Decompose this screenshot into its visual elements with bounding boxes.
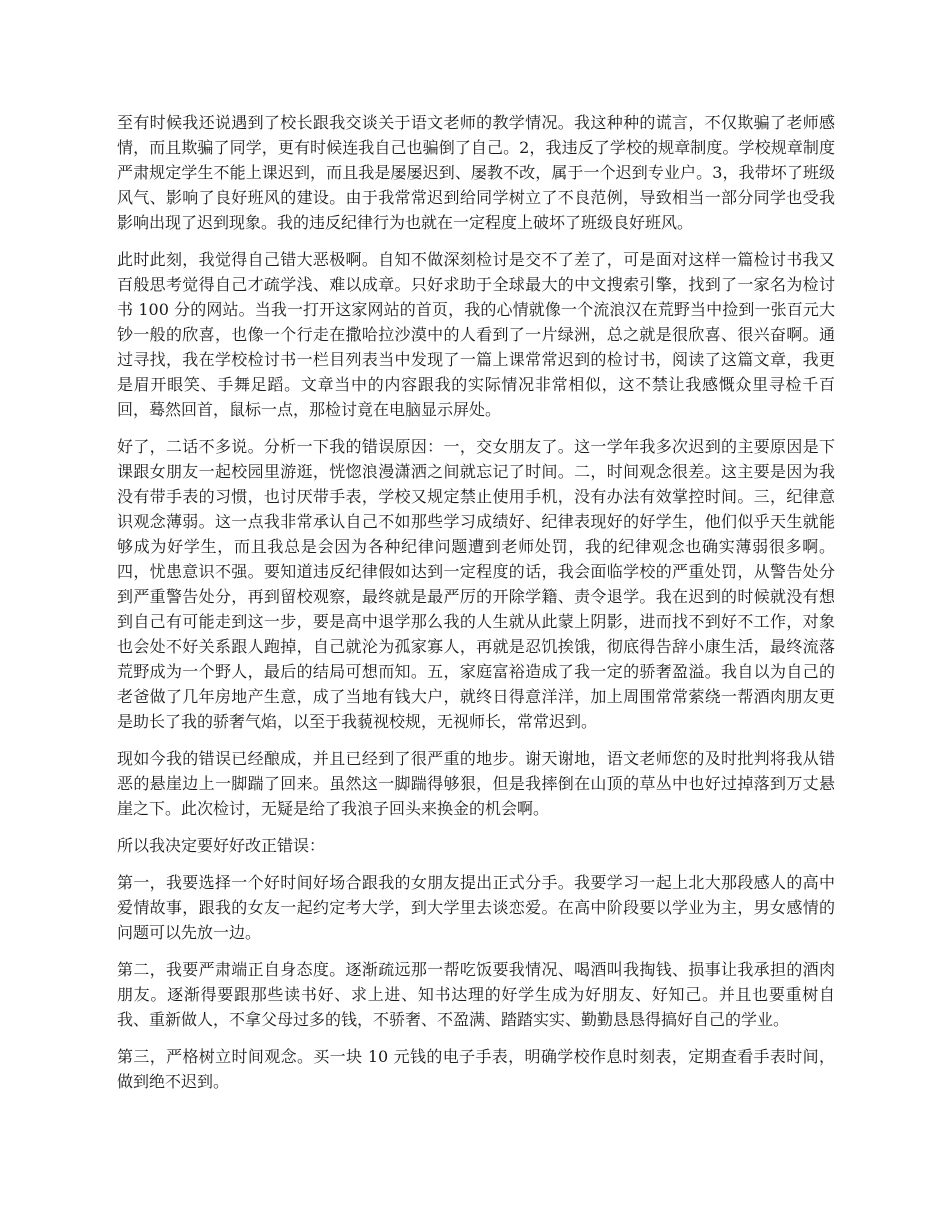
paragraph-8: 第三，严格树立时间观念。买一块 10 元钱的电子手表，明确学校作息时刻表，定期查看手表时间，做到绝不迟到。 <box>117 1047 835 1091</box>
paragraph-1: 至有时候我还说遇到了校长跟我交谈关于语文老师的教学情况。我这种种的谎言，不仅欺骗了老师感情，而且欺骗了同学，更有时候连我自己也骗倒了自己。2，我违反了学校的规章制度。学校规章制度严肃规定学生不能上课迟到，而且我是屡屡迟到、屡教不改，属于一个迟到专业户。3，我带坏了班级风气、影响了良好班风的建设。由于我常常迟到给同学树立了不良范例，导致相当一部分同学也受我影响出现了迟到现象。我的违反纪律行为也就在一定程度上破坏了班级良好班风。 <box>117 113 835 232</box>
document-body <box>117 110 835 1106</box>
paragraph-6: 第一，我要选择一个好时间好场合跟我的女朋友提出正式分手。我要学习一起上北大那段感人的高中爱情故事，跟我的女友一起约定考大学，到大学里去谈恋爱。在高中阶段要以学业为主，男女感情的问题可以先放一边。 <box>117 873 835 942</box>
paragraph-2: 此时此刻，我觉得自己错大恶极啊。自知不做深刻检讨是交不了差了，可是面对这样一篇检讨书我又百般思考觉得自己才疏学浅、难以成章。只好求助于全球最大的中文搜索引擎，找到了一家名为检讨书 100 分的网站。当我一打开这家网站的首页，我的心情就像一个流浪汉在荒野当中捡到一张百元大钞一般的欣喜，也像一个行走在撒哈拉沙漠中的人看到了一片绿洲，总之就是很欣喜、很兴奋啊。通过寻找，我在学校检讨书一栏目列表当中发现了一篇上课常常迟到的检讨书，阅读了这篇文章，我更是眉开眼笑、手舞足蹈。文章当中的内容跟我的实际情况非常相似，这不禁让我感慨众里寻检千百回，蓦然回首，鼠标一点，那检讨竟在电脑显示屏处。 <box>117 250 835 419</box>
paragraph-3: 好了，二话不多说。分析一下我的错误原因：一，交女朋友了。这一学年我多次迟到的主要原因是下课跟女朋友一起校园里游逛，恍惚浪漫潇洒之间就忘记了时间。二，时间观念很差。这主要是因为我没有带手表的习惯，也讨厌带手表，学校又规定禁止使用手机，没有办法有效掌控时间。三，纪律意识观念薄弱。这一点我非常承认自己不如那些学习成绩好、纪律表现好的好学生，他们似乎天生就能够成为好学生，而且我总是会因为各种纪律问题遭到老师处罚，我的纪律观念也确实薄弱很多啊。四，忧患意识不强。要知道违反纪律假如达到一定程度的话，我会面临学校的严重处罚，从警告处分到严重警告处分，再到留校观察，最终就是最严厉的开除学籍、责令退学。我在迟到的时候就没有想到自己有可能走到这一步，要是高中退学那么我的人生就从此蒙上阴影，进而找不到好不工作，对象也会处不好关系跟人跑掉，自己就沦为孤家寡人，再就是忍饥挨饿，彻底得告辞小康生活，最终流落荒野成为一个野人，最后的结局可想而知。五，家庭富裕造成了我一定的骄奢盈溢。我自以为自己的老爸做了几年房地产生意，成了当地有钱大户，就终日得意洋洋，加上周围常常萦绕一帮酒肉朋友更是助长了我的骄奢气焰，以至于我藐视校规，无视师长，常常迟到。 <box>117 437 835 731</box>
paragraph-7: 第二，我要严肃端正自身态度。逐渐疏远那一帮吃饭要我情况、喝酒叫我掏钱、损事让我承担的酒肉朋友。逐渐得要跟那些读书好、求上进、知书达理的好学生成为好朋友、好知己。并且也要重树自我、重新做人，不拿父母过多的钱，不骄奢、不盈满、踏踏实实、勤勤恳恳得搞好自己的学业。 <box>117 960 835 1029</box>
paragraph-4: 现如今我的错误已经酿成，并且已经到了很严重的地步。谢天谢地，语文老师您的及时批判将我从错恶的悬崖边上一脚踹了回来。虽然这一脚踹得够狠，但是我摔倒在山顶的草丛中也好过掉落到万丈悬崖之下。此次检讨，无疑是给了我浪子回头来换金的机会啊。 <box>117 749 835 818</box>
paragraph-5: 所以我决定要好好改正错误： <box>117 836 326 855</box>
